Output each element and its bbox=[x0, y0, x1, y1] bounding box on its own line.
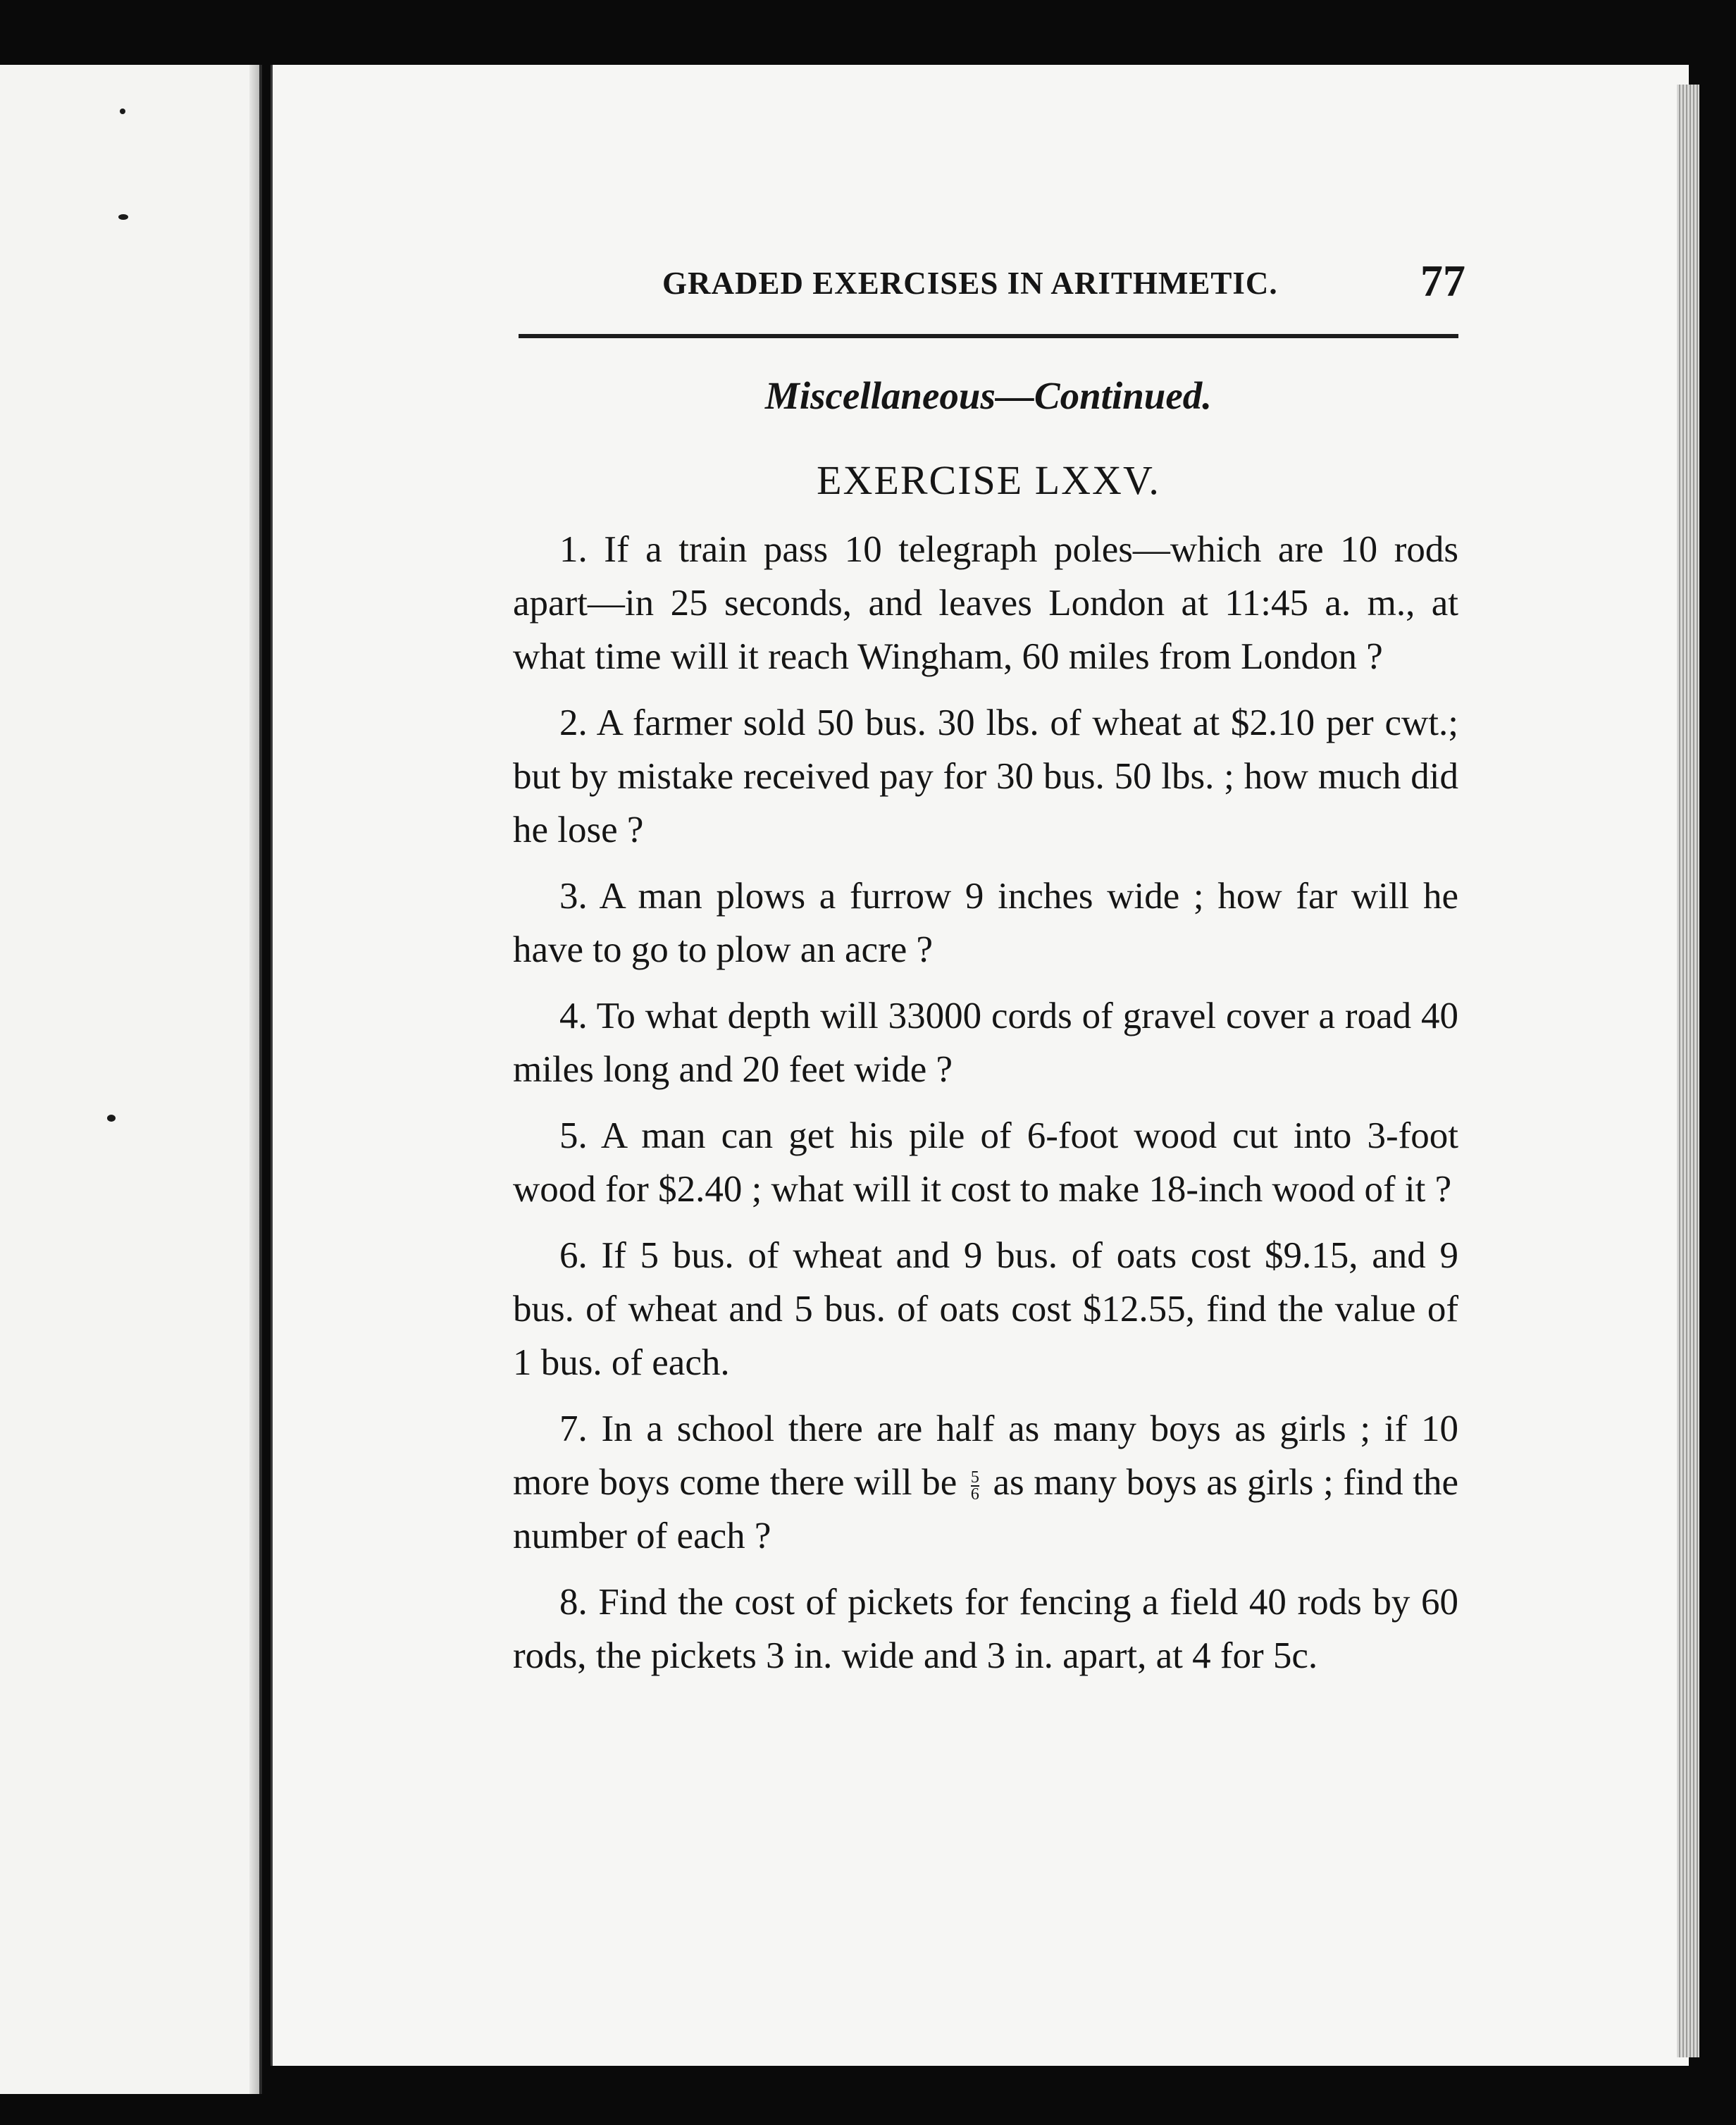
problem-list bbox=[513, 523, 1458, 1695]
problem-1: 1. If a train pass 10 telegraph poles—which are 10 rods apart—in 25 seconds, and leaves London at 11:45 a. m., at what time will it reach Wingham, 60 miles from London ? bbox=[513, 529, 1458, 677]
section-title: Miscellaneous—Continued. bbox=[764, 374, 1213, 417]
ink-fleck bbox=[120, 109, 125, 114]
problem-4: 4. To what depth will 33000 cords of gravel cover a road 40 miles long and 20 feet wide ? bbox=[513, 996, 1458, 1090]
problem-7 bbox=[513, 1402, 1458, 1563]
ink-fleck bbox=[118, 214, 128, 220]
problem-6: 6. If 5 bus. of wheat and 9 bus. of oats cost $9.15, and 9 bus. of wheat and 5 bus. of oats cost $12.55, find the value of 1 bus. of each. bbox=[513, 1235, 1458, 1383]
problem-7-text-before: 7. In a school there are half as many boys as girls ; if 10 more boys come there will be bbox=[513, 1408, 1458, 1503]
fraction bbox=[971, 1470, 979, 1502]
problem-3: 3. A man plows a furrow 9 inches wide ; how far will he have to go to plow an acre ? bbox=[513, 876, 1458, 970]
page-number: 77 bbox=[1420, 256, 1465, 306]
problem-2: 2. A farmer sold 50 bus. 30 lbs. of wheat at $2.10 per cwt.; but by mistake received pay for 30 bus. 50 lbs. ; how much did he lose ? bbox=[513, 702, 1458, 850]
problem-8: 8. Find the cost of pickets for fencing a field 40 rods by 60 rods, the pickets 3 in. wide and 3 in. apart, at 4 for 5c. bbox=[513, 1582, 1458, 1676]
header-rule bbox=[519, 334, 1458, 338]
left-page-gutter bbox=[249, 65, 259, 2094]
running-title: GRADED EXERCISES IN ARITHMETIC. bbox=[662, 266, 1278, 301]
problem-5: 5. A man can get his pile of 6-foot wood cut into 3-foot wood for $2.40 ; what will it cost to make 18-inch wood of it ? bbox=[513, 1115, 1458, 1210]
exercise-title: EXERCISE LXXV. bbox=[817, 457, 1160, 503]
left-page bbox=[0, 65, 262, 2094]
fraction-denominator: 6 bbox=[970, 1485, 979, 1504]
fraction-numerator: 5 bbox=[970, 1468, 979, 1487]
running-head bbox=[662, 256, 1465, 316]
page-edges bbox=[1677, 85, 1699, 2057]
ink-fleck bbox=[107, 1115, 116, 1122]
problem-7-text-after: as many boys as girls ; find the number of each ? bbox=[513, 1462, 1459, 1556]
